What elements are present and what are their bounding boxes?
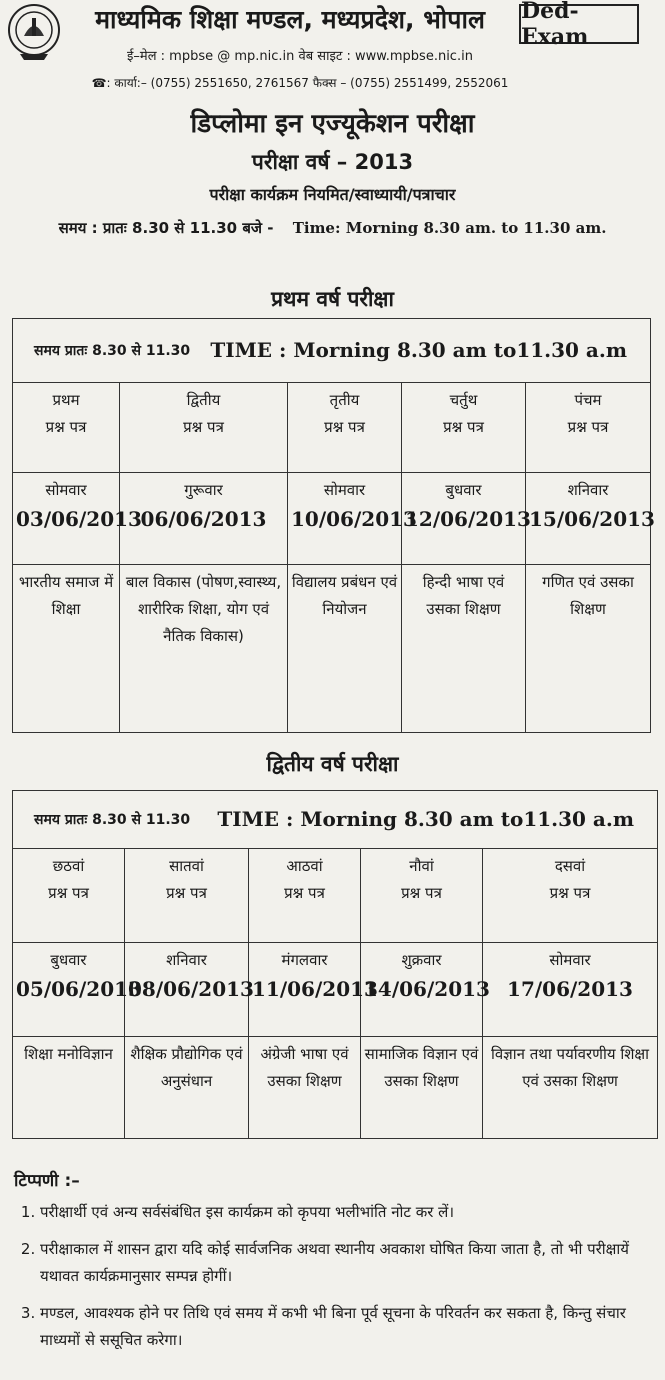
- phone-text: : कार्या:– (0755) 2551650, 2761567 फैक्स – (0755) 2551499, 2552061: [106, 76, 509, 90]
- paper-cell: छठवां प्रश्न पत्र: [13, 849, 125, 943]
- note-item: 3. मण्डल, आवश्यक होने पर तिथि एवं समय में कभी भी बिना पूर्व सूचना के परिवर्तन कर सकता है, किन्तु संचार माध्यमों से ससूचित करेगा।: [40, 1300, 644, 1354]
- exam-year: परीक्षा वर्ष – 2013: [251, 150, 414, 174]
- first-year-title: प्रथम वर्ष परीक्षा: [271, 287, 394, 311]
- time-row: [13, 319, 651, 383]
- time-english: Time: Morning 8.30 am. to 11.30 am.: [292, 219, 607, 237]
- paper-row: [13, 849, 658, 943]
- paper-row: [13, 383, 651, 473]
- note-item: 2. परीक्षाकाल में शासन द्वारा यदि कोई सार्वजनिक अथवा स्थानीय अवकाश घोषित किया जाता है, तो भी परीक्षायें यथावत कार्यक्रमानुसार सम्पन्न होगीं।: [40, 1236, 644, 1290]
- paper-cell: चर्तुथ प्रश्न पत्र: [402, 383, 526, 473]
- date-cell: शुक्रवार 14/06/2013: [361, 943, 483, 1037]
- paper-cell: पंचम प्रश्न पत्र: [526, 383, 651, 473]
- paper-cell: तृतीय प्रश्न पत्र: [288, 383, 402, 473]
- subject-cell: विज्ञान तथा पर्यावरणीय शिक्षा एवं उसका शिक्षण: [483, 1037, 658, 1139]
- subject-cell: शैक्षिक प्रौद्योगिक एवं अनुसंधान: [125, 1037, 249, 1139]
- table-time-hindi: समय प्रातः 8.30 से 11.30: [34, 342, 191, 359]
- subject-cell: अंग्रेजी भाषा एवं उसका शिक्षण: [249, 1037, 361, 1139]
- subject-cell: सामाजिक विज्ञान एवं उसका शिक्षण: [361, 1037, 483, 1139]
- date-cell: सोमवार 17/06/2013: [483, 943, 658, 1037]
- exam-title: डिप्लोमा इन एज्यूकेशन परीक्षा: [190, 109, 475, 139]
- second-year-schedule-table: [12, 790, 658, 1139]
- date-cell: बुधवार 12/06/2013: [402, 473, 526, 565]
- paper-cell: आठवां प्रश्न पत्र: [249, 849, 361, 943]
- subject-row: [13, 1037, 658, 1139]
- subject-cell: विद्यालय प्रबंधन एवं नियोजन: [288, 565, 402, 733]
- date-row: [13, 473, 651, 565]
- date-cell: मंगलवार 11/06/2013: [249, 943, 361, 1037]
- date-cell: सोमवार 10/06/2013: [288, 473, 402, 565]
- notes-heading: टिप्पणी :–: [14, 1171, 80, 1191]
- subject-cell: भारतीय समाज में शिक्षा: [13, 565, 120, 733]
- date-cell: बुधवार 05/06/2013: [13, 943, 125, 1037]
- paper-cell: प्रथम प्रश्न पत्र: [13, 383, 120, 473]
- date-cell: शनिवार 08/06/2013: [125, 943, 249, 1037]
- exam-time-line: [0, 218, 665, 238]
- date-cell: सोमवार 03/06/2013: [13, 473, 120, 565]
- notes-list: [14, 1199, 644, 1354]
- notes-section: [14, 1168, 644, 1364]
- ded-exam-badge: Ded-Exam: [519, 4, 639, 44]
- table-time-english: TIME : Morning 8.30 am to11.30 a.m: [217, 806, 635, 831]
- org-name: माध्यमिक शिक्षा मण्डल, मध्यप्रदेश, भोपाल: [95, 5, 485, 34]
- date-row: [13, 943, 658, 1037]
- contact-line: ई–मेल : mpbse @ mp.nic.in वेब साइट : www.mpbse.nic.in: [127, 49, 473, 64]
- subject-cell: शिक्षा मनोविज्ञान: [13, 1037, 125, 1139]
- paper-cell: दसवां प्रश्न पत्र: [483, 849, 658, 943]
- phone-line: [60, 74, 540, 91]
- phone-icon: ☎: [91, 76, 107, 90]
- subject-row: [13, 565, 651, 733]
- time-row: [13, 791, 658, 849]
- subject-cell: गणित एवं उसका शिक्षण: [526, 565, 651, 733]
- first-year-schedule-table: [12, 318, 655, 733]
- board-emblem-logo: [6, 2, 62, 64]
- table-time-english: TIME : Morning 8.30 am to11.30 a.m: [210, 337, 628, 362]
- note-item: 1. परीक्षार्थी एवं अन्य सर्वसंबंधित इस कार्यक्रम को कृपया भलीभांति नोट कर लें।: [40, 1199, 644, 1226]
- exam-mode: परीक्षा कार्यक्रम नियमित/स्वाध्यायी/पत्राचार: [209, 185, 456, 204]
- paper-cell: द्वितीय प्रश्न पत्र: [120, 383, 288, 473]
- date-cell: शनिवार 15/06/2013: [526, 473, 651, 565]
- subject-cell: हिन्दी भाषा एवं उसका शिक्षण: [402, 565, 526, 733]
- second-year-title: द्वितीय वर्ष परीक्षा: [266, 752, 399, 776]
- date-cell: गुरूवार 06/06/2013: [120, 473, 288, 565]
- table-time-hindi: समय प्रातः 8.30 से 11.30: [34, 811, 191, 828]
- subject-cell: बाल विकास (पोषण,स्वास्थ्य, शारीरिक शिक्षा, योग एवं नैतिक विकास): [120, 565, 288, 733]
- paper-cell: नौवां प्रश्न पत्र: [361, 849, 483, 943]
- time-hindi: समय : प्रातः 8.30 से 11.30 बजे -: [58, 219, 274, 237]
- paper-cell: सातवां प्रश्न पत्र: [125, 849, 249, 943]
